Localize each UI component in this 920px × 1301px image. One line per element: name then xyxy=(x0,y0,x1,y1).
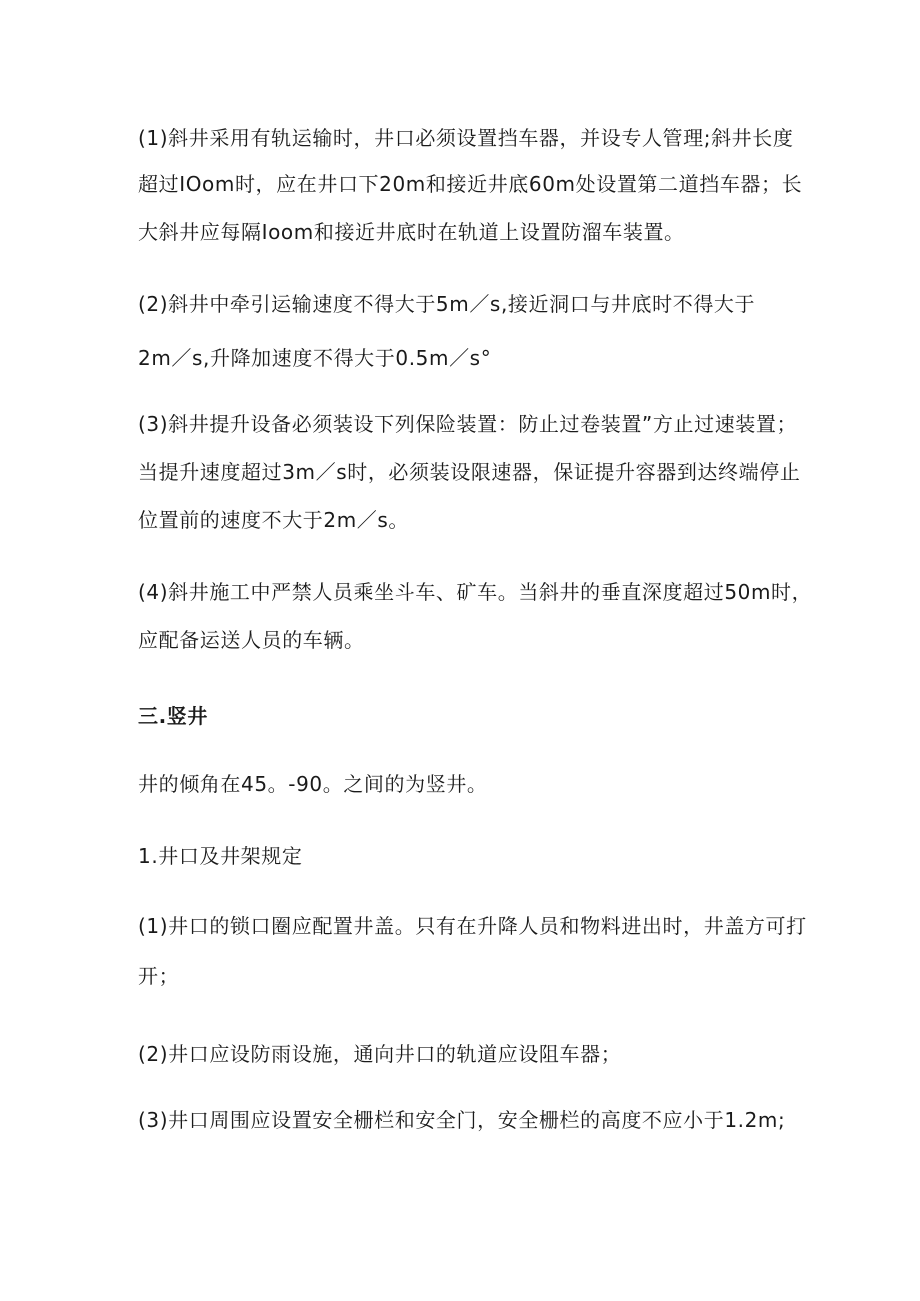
paragraph-1-line-2: 超过IOom时，应在井口下20m和接近井底60m处设置第二道挡车器；长 xyxy=(138,172,803,196)
rule-1-line-1: (1)井口的锁口圈应配置井盖。只有在升降人员和物料进出时，井盖方可打 xyxy=(138,914,807,938)
paragraph-1-line-3: 大斜井应每隔Ioom和接近井底时在轨道上设置防溜车装置。 xyxy=(138,220,685,244)
paragraph-2-line-1: (2)斜井中牵引运输速度不得大于5m／s,接近洞口与井底时不得大于 xyxy=(138,292,756,316)
paragraph-3-line-1: (3)斜井提升设备必须装设下列保险装置：防止过卷装置”方止过速装置； xyxy=(138,412,798,436)
rule-1-line-2: 开； xyxy=(138,964,180,988)
rule-2: (2)井口应设防雨设施，通向井口的轨道应设阻车器； xyxy=(138,1042,622,1066)
rule-3: (3)井口周围应设置安全栅栏和安全门，安全栅栏的高度不应小于1.2m; xyxy=(138,1108,786,1132)
paragraph-1-line-1: (1)斜井采用有轨运输时，井口必须设置挡车器，并设专人管理;斜井长度 xyxy=(138,126,794,150)
subheading: 1.井口及井架规定 xyxy=(138,844,303,868)
paragraph-3-line-3: 位置前的速度不大于2m／s。 xyxy=(138,508,410,532)
definition-text: 井的倾角在45。-90。之间的为竖井。 xyxy=(138,772,488,796)
paragraph-3-line-2: 当提升速度超过3m／s时，必须装设限速器，保证提升容器到达终端停止 xyxy=(138,460,801,484)
paragraph-2-line-2: 2m／s,升降加速度不得大于0.5m／s° xyxy=(138,346,492,370)
paragraph-4-line-2: 应配备运送人员的车辆。 xyxy=(138,628,365,652)
section-heading: 三.竖井 xyxy=(138,704,208,728)
paragraph-4-line-1: (4)斜井施工中严禁人员乘坐斗车、矿车。当斜井的垂直深度超过50m时， xyxy=(138,580,813,604)
